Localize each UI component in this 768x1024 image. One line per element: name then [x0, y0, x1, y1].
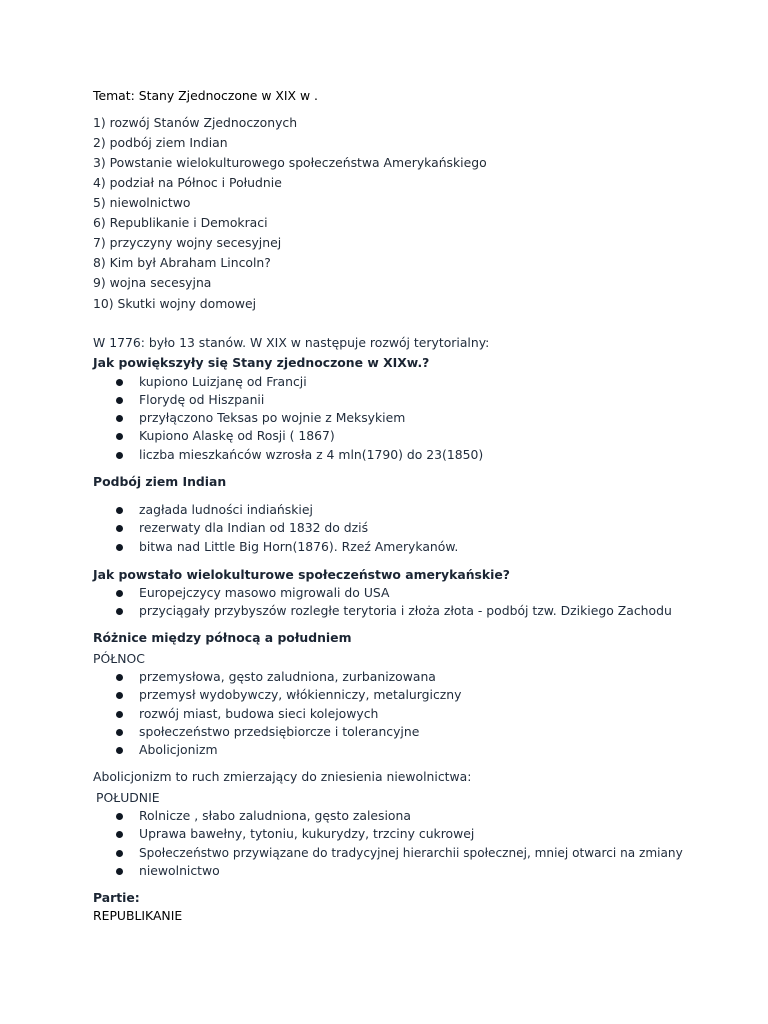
bullet-icon — [116, 608, 123, 615]
bullet-icon — [116, 590, 123, 597]
bullet-icon — [116, 507, 123, 514]
bullet-icon — [116, 747, 123, 754]
parties-heading: Partie: — [93, 890, 140, 905]
bullet-icon — [116, 813, 123, 820]
north-item: przemysł wydobywczy, włókienniczy, metalurgiczny — [139, 687, 462, 702]
bullet-icon — [116, 379, 123, 386]
outline-item: 7) przyczyny wojny secesyjnej — [93, 235, 282, 250]
outline-item: 2) podbój ziem Indian — [93, 135, 228, 150]
growth-item: kupiono Luizjanę od Francji — [139, 374, 307, 389]
abolition-note: Abolicjonizm to ruch zmierzający do zniesienia niewolnictwa: — [93, 769, 472, 784]
bullet-icon — [116, 674, 123, 681]
outline-item: 9) wojna secesyjna — [93, 275, 212, 290]
south-item: Uprawa bawełny, tytoniu, kukurydzy, trzciny cukrowej — [139, 826, 475, 841]
parties-republicans: REPUBLIKANIE — [93, 908, 183, 923]
outline-item: 10) Skutki wojny domowej — [93, 296, 257, 311]
south-item: Rolnicze , słabo zaludniona, gęsto zalesiona — [139, 808, 411, 823]
south-label: POŁUDNIE — [96, 790, 160, 805]
bullet-icon — [116, 525, 123, 532]
outline-item: 5) niewolnictwo — [93, 195, 191, 210]
north-label: PÓŁNOC — [93, 651, 145, 666]
bullet-icon — [116, 544, 123, 551]
multicultural-heading: Jak powstało wielokulturowe społeczeństwo amerykańskie? — [93, 567, 510, 582]
intro-text: W 1776: było 13 stanów. W XIX w następuje rozwój terytorialny: — [93, 335, 490, 350]
indians-item: bitwa nad Little Big Horn(1876). Rzeź Amerykanów. — [139, 539, 459, 554]
bullet-icon — [116, 729, 123, 736]
topic-title: Temat: Stany Zjednoczone w XIX w . — [93, 88, 318, 103]
outline-item: 4) podział na Północ i Południe — [93, 175, 282, 190]
north-item: rozwój miast, budowa sieci kolejowych — [139, 706, 379, 721]
bullet-icon — [116, 868, 123, 875]
growth-item: liczba mieszkańców wzrosła z 4 mln(1790) do 23(1850) — [139, 447, 484, 462]
growth-heading: Jak powiększyły się Stany zjednoczone w XIXw.? — [93, 355, 430, 370]
bullet-icon — [116, 452, 123, 459]
north-item: Abolicjonizm — [139, 742, 218, 757]
bullet-icon — [116, 831, 123, 838]
bullet-icon — [116, 850, 123, 857]
north-item: społeczeństwo przedsiębiorcze i tolerancyjne — [139, 724, 420, 739]
south-item: niewolnictwo — [139, 863, 220, 878]
outline-item: 3) Powstanie wielokulturowego społeczeństwa Amerykańskiego — [93, 155, 487, 170]
south-item: Społeczeństwo przywiązane do tradycyjnej hierarchii społecznej, mniej otwarci na zmiany — [139, 846, 683, 860]
indians-item: rezerwaty dla Indian od 1832 do dziś — [139, 520, 369, 535]
differences-heading: Różnice między północą a południem — [93, 630, 352, 645]
outline-item: 1) rozwój Stanów Zjednoczonych — [93, 115, 298, 130]
bullet-icon — [116, 692, 123, 699]
growth-item: przyłączono Teksas po wojnie z Meksykiem — [139, 410, 406, 425]
bullet-icon — [116, 433, 123, 440]
multicultural-item: Europejczycy masowo migrowali do USA — [139, 585, 390, 600]
growth-item: Florydę od Hiszpanii — [139, 392, 265, 407]
growth-item: Kupiono Alaskę od Rosji ( 1867) — [139, 428, 335, 443]
indians-heading: Podbój ziem Indian — [93, 474, 227, 489]
bullet-icon — [116, 415, 123, 422]
bullet-icon — [116, 711, 123, 718]
north-item: przemysłowa, gęsto zaludniona, zurbanizowana — [139, 669, 436, 684]
bullet-icon — [116, 397, 123, 404]
outline-item: 8) Kim był Abraham Lincoln? — [93, 255, 271, 270]
indians-item: zagłada ludności indiańskiej — [139, 502, 313, 517]
outline-item: 6) Republikanie i Demokraci — [93, 215, 268, 230]
multicultural-item: przyciągały przybyszów rozległe terytoria i złoża złota - podbój tzw. Dzikiego Zachodu — [139, 603, 672, 618]
